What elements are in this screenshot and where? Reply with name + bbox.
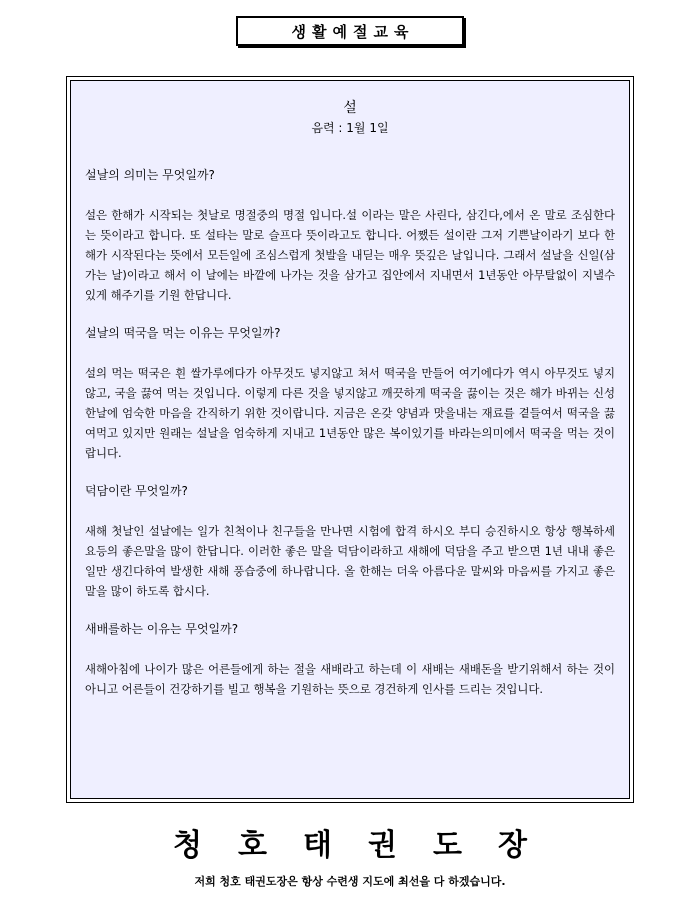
section-body: 설의 먹는 떡국은 흰 쌀가루에다가 아무것도 넣지않고 쳐서 떡국을 만들어 여기에다가 역시 아무것도 넣지않고, 국을 끓여 먹는 것입니다. 이렇게 다른 것을 넣지않고 깨끗하게 떡국을 끓이는 것은 해가 바뀌는 신성한날에 엄숙한 마음을 간직하기 위한 것이랍니다. 지금은 온갖 양념과 맛을내는 재료를 곁들여서 떡국을 끓여먹고 있지만 원래는 설날을 엄숙하게 지내고 1년동안 많은 복이있기를 바라는의미에서 떡국을 먹는 것이랍니다. (85, 366, 615, 460)
document-date: 음력 : 1월 1일 (311, 121, 389, 135)
section-body: 새해 첫날인 설날에는 일가 친척이나 친구들을 만나면 시험에 합격 하시오 부디 승진하시오 항상 행복하세요등의 좋은말을 많이 한답니다. 이러한 좋은 말을 덕담이라하고 새해에 덕담을 주고 받으면 1년 내내 좋은일만 생긴다하여 발생한 새해 풍습중에 하나랍니다. 올 한해는 더욱 아름다운 말씨와 마음씨를 가지고 좋은 말을 많이 하도록 합시다. (85, 524, 615, 598)
section-question: 설날의 떡국을 먹는 이유는 무엇일까? (85, 326, 281, 340)
header-title-box (236, 16, 464, 46)
section-sebae (85, 619, 615, 699)
footer-slogan: 저희 청호 태권도장은 항상 수련생 지도에 최선을 다 하겠습니다. (194, 875, 506, 888)
content-panel (70, 80, 630, 799)
header-title: 생활예절교육 (291, 22, 415, 41)
section-body: 설은 한해가 시작되는 첫날로 명절중의 명절 입니다.설 이라는 말은 사린다, 삼긴다,에서 온 말로 조심한다는 뜻이라고 합니다. 또 설타는 말로 슬프다 뜻이라고도 합니다. 어쨌든 설이란 그저 기쁜날이라기 보다 한해가 시작된다는 뜻에서 모든일에 조심스럽게 첫발을 내딛는 매우 뜻깊은 날입니다. 그래서 설날을 신일(삼가는 날)이라고 해서 이 날에는 바깥에 나가는 것을 삼가고 집안에서 지내면서 1년동안 아무탈없이 지낼수 있게 해주기를 기원 한답니다. (85, 208, 615, 302)
section-deokdam (85, 481, 615, 601)
document-title: 설 (343, 100, 357, 116)
section-tteokguk (85, 323, 615, 463)
section-question: 설날의 의미는 무엇일까? (85, 168, 215, 182)
section-question: 덕담이란 무엇일까? (85, 484, 188, 498)
section-meaning (85, 165, 615, 305)
section-question: 새배를하는 이유는 무엇일까? (85, 622, 239, 636)
footer-dojang-name: 청호태권도장 (173, 828, 563, 863)
section-body: 새해아침에 나이가 많은 어른들에게 하는 절을 새배라고 하는데 이 새배는 새배돈을 받기위해서 하는 것이 아니고 어른들이 건강하기를 빌고 행복을 기원하는 뜻으로 경건하게 인사를 드리는 것입니다. (85, 662, 615, 696)
content-frame (66, 76, 634, 803)
